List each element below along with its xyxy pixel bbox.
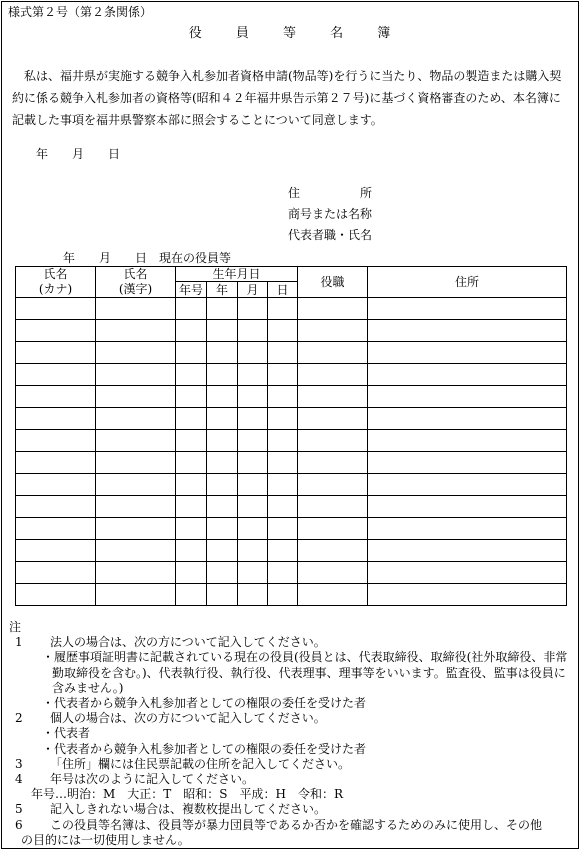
table-row (16, 364, 567, 386)
cell-name-kanji[interactable] (96, 452, 176, 474)
cell-position[interactable] (298, 320, 368, 342)
table-row (16, 584, 567, 606)
cell-day[interactable] (268, 320, 298, 342)
cell-position[interactable] (298, 540, 368, 562)
applicant-representative-label: 代表者職・氏名 (288, 228, 373, 242)
cell-era[interactable] (176, 320, 207, 342)
note-2-item-a: ・代表者 (42, 726, 91, 741)
cell-year[interactable] (207, 562, 238, 584)
cell-name-kanji[interactable] (96, 518, 176, 540)
cell-address[interactable] (368, 430, 567, 452)
form-number: 様式第２号（第２条関係） (8, 5, 153, 19)
cell-year[interactable] (207, 452, 238, 474)
cell-day[interactable] (268, 364, 298, 386)
cell-month[interactable] (238, 342, 268, 364)
cell-day[interactable] (268, 584, 298, 606)
cell-address[interactable] (368, 540, 567, 562)
cell-name-kanji[interactable] (96, 430, 176, 452)
note-2-item-b: ・代表者から競争入札参加者としての権限の委任を受けた者 (42, 741, 367, 756)
cell-era[interactable] (176, 408, 207, 430)
page-title: 役 員 等 名 簿 (188, 26, 406, 41)
cell-name-kana[interactable] (16, 518, 96, 540)
note-6: 6 この役員等名簿は、役員等が暴力団員等であるか否かを確認するためのみに使用し、その他 (15, 817, 543, 832)
cell-name-kana[interactable] (16, 584, 96, 606)
cell-address[interactable] (368, 452, 567, 474)
cell-year[interactable] (207, 342, 238, 364)
cell-month[interactable] (238, 474, 268, 496)
cell-address[interactable] (368, 584, 567, 606)
cell-era[interactable] (176, 298, 207, 320)
cell-name-kanji[interactable] (96, 474, 176, 496)
cell-month[interactable] (238, 540, 268, 562)
cell-name-kana[interactable] (16, 298, 96, 320)
cell-address[interactable] (368, 386, 567, 408)
cell-name-kanji[interactable] (96, 408, 176, 430)
table-row (16, 386, 567, 408)
cell-day[interactable] (268, 562, 298, 584)
cell-day[interactable] (268, 540, 298, 562)
cell-month[interactable] (238, 408, 268, 430)
table-row (16, 474, 567, 496)
cell-day[interactable] (268, 408, 298, 430)
cell-year[interactable] (207, 298, 238, 320)
applicant-trade-name-label: 商号または名称 (288, 207, 373, 221)
cell-name-kanji[interactable] (96, 364, 176, 386)
cell-year[interactable] (207, 386, 238, 408)
cell-address[interactable] (368, 298, 567, 320)
table-row (16, 430, 567, 452)
cell-address[interactable] (368, 474, 567, 496)
cell-name-kanji[interactable] (96, 342, 176, 364)
cell-month[interactable] (238, 496, 268, 518)
cell-year[interactable] (207, 540, 238, 562)
cell-month[interactable] (238, 584, 268, 606)
cell-day[interactable] (268, 386, 298, 408)
note-1-item-a: ・履歴事項証明書に記載されている現在の役員(役員とは、代表取締役、取締役(社外取締役、非常勤取締役を含む。)、代表執行役、執行役、代表理事、理事等をいいます。監査役、監事は役員に含みません。) (42, 650, 568, 695)
cell-day[interactable] (268, 430, 298, 452)
cell-name-kanji[interactable] (96, 298, 176, 320)
cell-era[interactable] (176, 562, 207, 584)
cell-era[interactable] (176, 430, 207, 452)
cell-name-kana[interactable] (16, 452, 96, 474)
header-year: 年 (207, 282, 238, 298)
cell-year[interactable] (207, 430, 238, 452)
applicant-address-label: 住 所 (288, 186, 373, 200)
cell-name-kana[interactable] (16, 320, 96, 342)
cell-month[interactable] (238, 562, 268, 584)
table-row (16, 298, 567, 320)
cell-year[interactable] (207, 364, 238, 386)
cell-name-kana[interactable] (16, 342, 96, 364)
cell-day[interactable] (268, 452, 298, 474)
cell-position[interactable] (298, 408, 368, 430)
cell-name-kana[interactable] (16, 364, 96, 386)
header-name-kana: 氏名 (カナ) (16, 267, 96, 298)
cell-name-kanji[interactable] (96, 320, 176, 342)
note-2: 2 個人の場合は、次の方について記入してください。 (15, 711, 326, 726)
cell-name-kanji[interactable] (96, 386, 176, 408)
cell-name-kana[interactable] (16, 540, 96, 562)
cell-era[interactable] (176, 518, 207, 540)
cell-year[interactable] (207, 584, 238, 606)
header-position: 役職 (298, 267, 368, 298)
cell-address[interactable] (368, 364, 567, 386)
cell-position[interactable] (298, 430, 368, 452)
cell-year[interactable] (207, 408, 238, 430)
cell-position[interactable] (298, 474, 368, 496)
note-5: 5 記入しきれない場合は、複数枚提出してください。 (15, 802, 327, 817)
cell-month[interactable] (238, 452, 268, 474)
header-month: 月 (238, 282, 268, 298)
cell-era[interactable] (176, 364, 207, 386)
note-1-item-b: ・代表者から競争入札参加者としての権限の委任を受けた者 (42, 696, 367, 711)
roster-body (16, 298, 567, 606)
table-row (16, 496, 567, 518)
note-4-era-codes: 年号…明治：M 大正：T 昭和：S 平成：H 令和：R (31, 787, 344, 802)
cell-month[interactable] (238, 320, 268, 342)
cell-month[interactable] (238, 298, 268, 320)
note-1: 1 法人の場合は、次の方について記入してください。 (15, 635, 326, 650)
cell-name-kana[interactable] (16, 474, 96, 496)
table-row (16, 342, 567, 364)
header-name-kanji: 氏名 (漢字) (96, 267, 176, 298)
note-3: 3 「住所」欄には住民票記載の住所を記入してください。 (15, 756, 351, 771)
table-row (16, 518, 567, 540)
cell-day[interactable] (268, 474, 298, 496)
cell-year[interactable] (207, 496, 238, 518)
cell-name-kanji[interactable] (96, 562, 176, 584)
cell-era[interactable] (176, 496, 207, 518)
table-row (16, 320, 567, 342)
cell-address[interactable] (368, 342, 567, 364)
cell-name-kana[interactable] (16, 430, 96, 452)
as-of-date-label: 年 月 日 現在の役員等 (63, 251, 232, 265)
cell-position[interactable] (298, 364, 368, 386)
note-4: 4 年号は次のように記入してください。 (15, 772, 255, 787)
cell-name-kana[interactable] (16, 408, 96, 430)
notes-heading: 注 (9, 620, 22, 634)
cell-address[interactable] (368, 518, 567, 540)
note-6-continued: の目的には一切使用しません。 (21, 832, 190, 847)
cell-era[interactable] (176, 342, 207, 364)
table-row (16, 540, 567, 562)
cell-position[interactable] (298, 298, 368, 320)
cell-era[interactable] (176, 584, 207, 606)
cell-month[interactable] (238, 386, 268, 408)
cell-day[interactable] (268, 298, 298, 320)
cell-address[interactable] (368, 562, 567, 584)
cell-year[interactable] (207, 518, 238, 540)
cell-name-kana[interactable] (16, 496, 96, 518)
table-row (16, 452, 567, 474)
table-row (16, 562, 567, 584)
cell-era[interactable] (176, 452, 207, 474)
roster-form-page (1, 1, 579, 849)
consent-statement: 私は、福井県が実施する競争入札参加者資格申請(物品等)を行うに当たり、物品の製造または購入契約に係る競争入札参加者の資格等(昭和４２年福井県告示第２７号)に基づく資格審査のため、本名簿に記載した事項を福井県警察本部に照会することについて同意します。 (12, 69, 562, 127)
cell-era[interactable] (176, 386, 207, 408)
cell-name-kanji[interactable] (96, 496, 176, 518)
cell-name-kanji[interactable] (96, 584, 176, 606)
header-birthdate: 生年月日 (176, 267, 298, 282)
cell-era[interactable] (176, 540, 207, 562)
cell-day[interactable] (268, 342, 298, 364)
cell-year[interactable] (207, 474, 238, 496)
cell-month[interactable] (238, 364, 268, 386)
cell-position[interactable] (298, 386, 368, 408)
header-day: 日 (268, 282, 298, 298)
header-address: 住所 (368, 267, 567, 298)
cell-position[interactable] (298, 496, 368, 518)
cell-year[interactable] (207, 320, 238, 342)
cell-name-kana[interactable] (16, 562, 96, 584)
cell-position[interactable] (298, 518, 368, 540)
notes-section (9, 620, 575, 848)
cell-name-kana[interactable] (16, 386, 96, 408)
cell-address[interactable] (368, 496, 567, 518)
cell-name-kanji[interactable] (96, 540, 176, 562)
officer-roster-table (15, 266, 567, 606)
cell-position[interactable] (298, 584, 368, 606)
cell-address[interactable] (368, 320, 567, 342)
cell-day[interactable] (268, 496, 298, 518)
cell-month[interactable] (238, 518, 268, 540)
cell-position[interactable] (298, 342, 368, 364)
table-row (16, 408, 567, 430)
cell-position[interactable] (298, 452, 368, 474)
cell-era[interactable] (176, 474, 207, 496)
cell-day[interactable] (268, 518, 298, 540)
cell-address[interactable] (368, 408, 567, 430)
cell-month[interactable] (238, 430, 268, 452)
signature-date-field[interactable]: 年 月 日 (36, 147, 121, 161)
cell-position[interactable] (298, 562, 368, 584)
header-era: 年号 (176, 282, 207, 298)
